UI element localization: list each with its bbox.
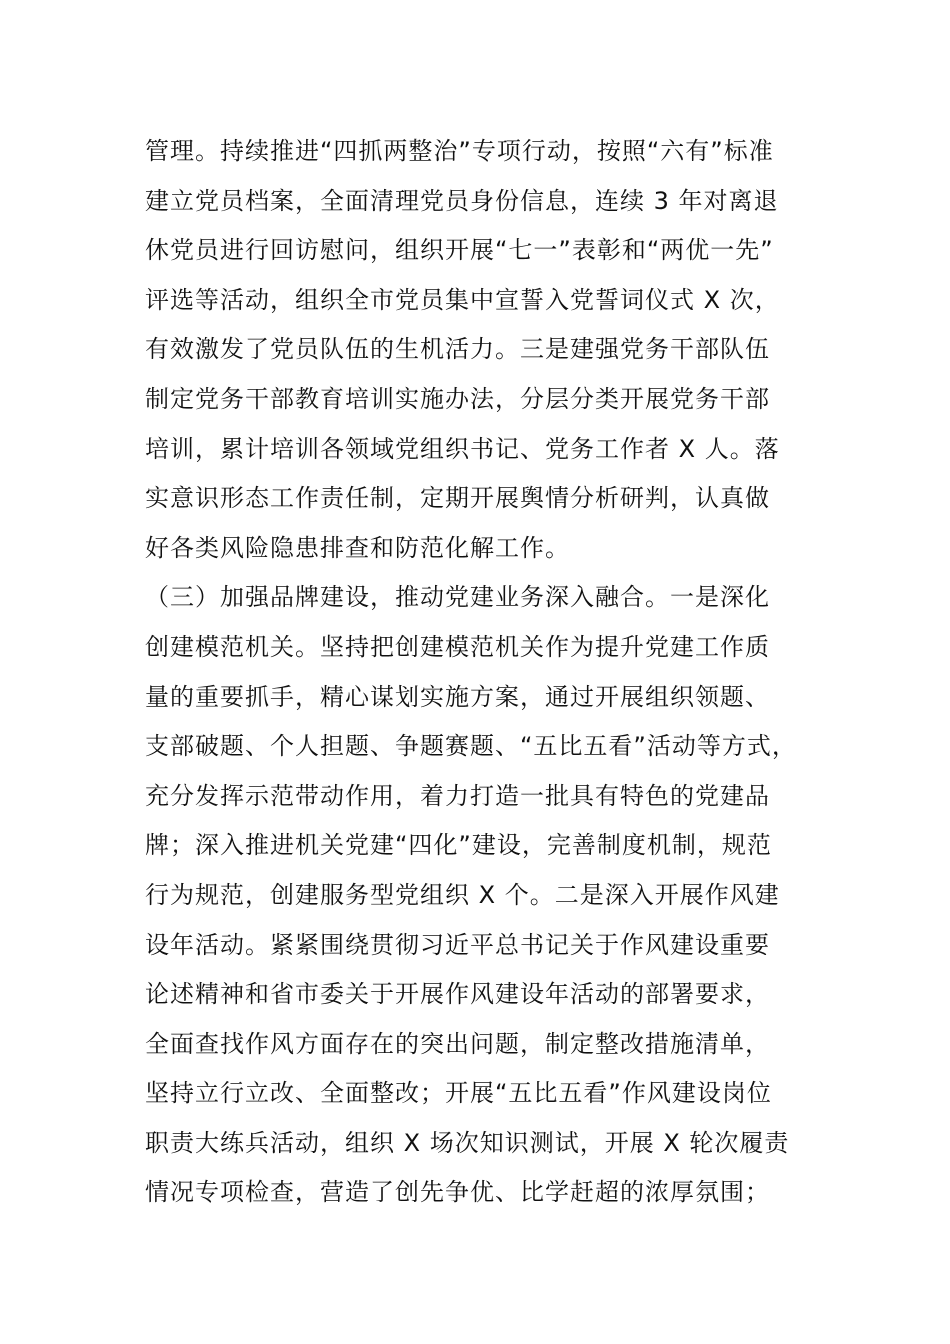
text-line: 设年活动。紧紧围绕贯彻习近平总书记关于作风建设重要 [145, 930, 770, 959]
text-line: 职责大练兵活动，组织 X 场次知识测试，开展 X 轮次履责 [145, 1128, 790, 1157]
text-line: 休党员进行回访慰问，组织开展“七一”表彰和“两优一先” [145, 236, 774, 265]
text-line: 坚持立行立改、全面整改；开展“五比五看”作风建设岗位 [145, 1079, 772, 1108]
text-line: 实意识形态工作责任制，定期开展舆情分析研判，认真做 [145, 484, 770, 513]
text-line: 牌；深入推进机关党建“四化”建设，完善制度机制，规范 [145, 831, 772, 860]
text-line: 量的重要抓手，精心谋划实施方案，通过开展组织领题、 [145, 682, 770, 711]
text-line: 培训，累计培训各领域党组织书记、党务工作者 X 人。落 [145, 434, 780, 463]
text-line: 行为规范，创建服务型党组织 X 个。二是深入开展作风建 [145, 880, 780, 909]
text-line: 支部破题、个人担题、争题赛题、“五比五看”活动等方式， [145, 732, 797, 761]
text-line: 论述精神和省市委关于开展作风建设年活动的部署要求， [145, 980, 770, 1009]
text-line: 建立党员档案，全面清理党员身份信息，连续 3 年对离退 [145, 186, 779, 215]
text-line: 有效激发了党员队伍的生机活力。三是建强党务干部队伍 [145, 335, 770, 364]
section-heading-line: （三）加强品牌建设，推动党建业务深入融合。一是深化 [145, 583, 770, 612]
text-line: 全面查找作风方面存在的突出问题，制定整改措施清单， [145, 1029, 770, 1058]
text-line: 创建模范机关。坚持把创建模范机关作为提升党建工作质 [145, 632, 770, 661]
text-line: 情况专项检查，营造了创先争优、比学赶超的浓厚氛围； [145, 1178, 770, 1207]
text-line: 评选等活动，组织全市党员集中宣誓入党誓词仪式 X 次， [145, 285, 780, 314]
text-line: 制定党务干部教育培训实施办法，分层分类开展党务干部 [145, 384, 770, 413]
text-line: 管理。持续推进“四抓两整治”专项行动，按照“六有”标准 [145, 137, 774, 165]
text-line: 充分发挥示范带动作用，着力打造一批具有特色的党建品 [145, 781, 770, 810]
body-text [145, 127, 845, 1218]
text-line: 好各类风险隐患排查和防范化解工作。 [145, 533, 570, 562]
